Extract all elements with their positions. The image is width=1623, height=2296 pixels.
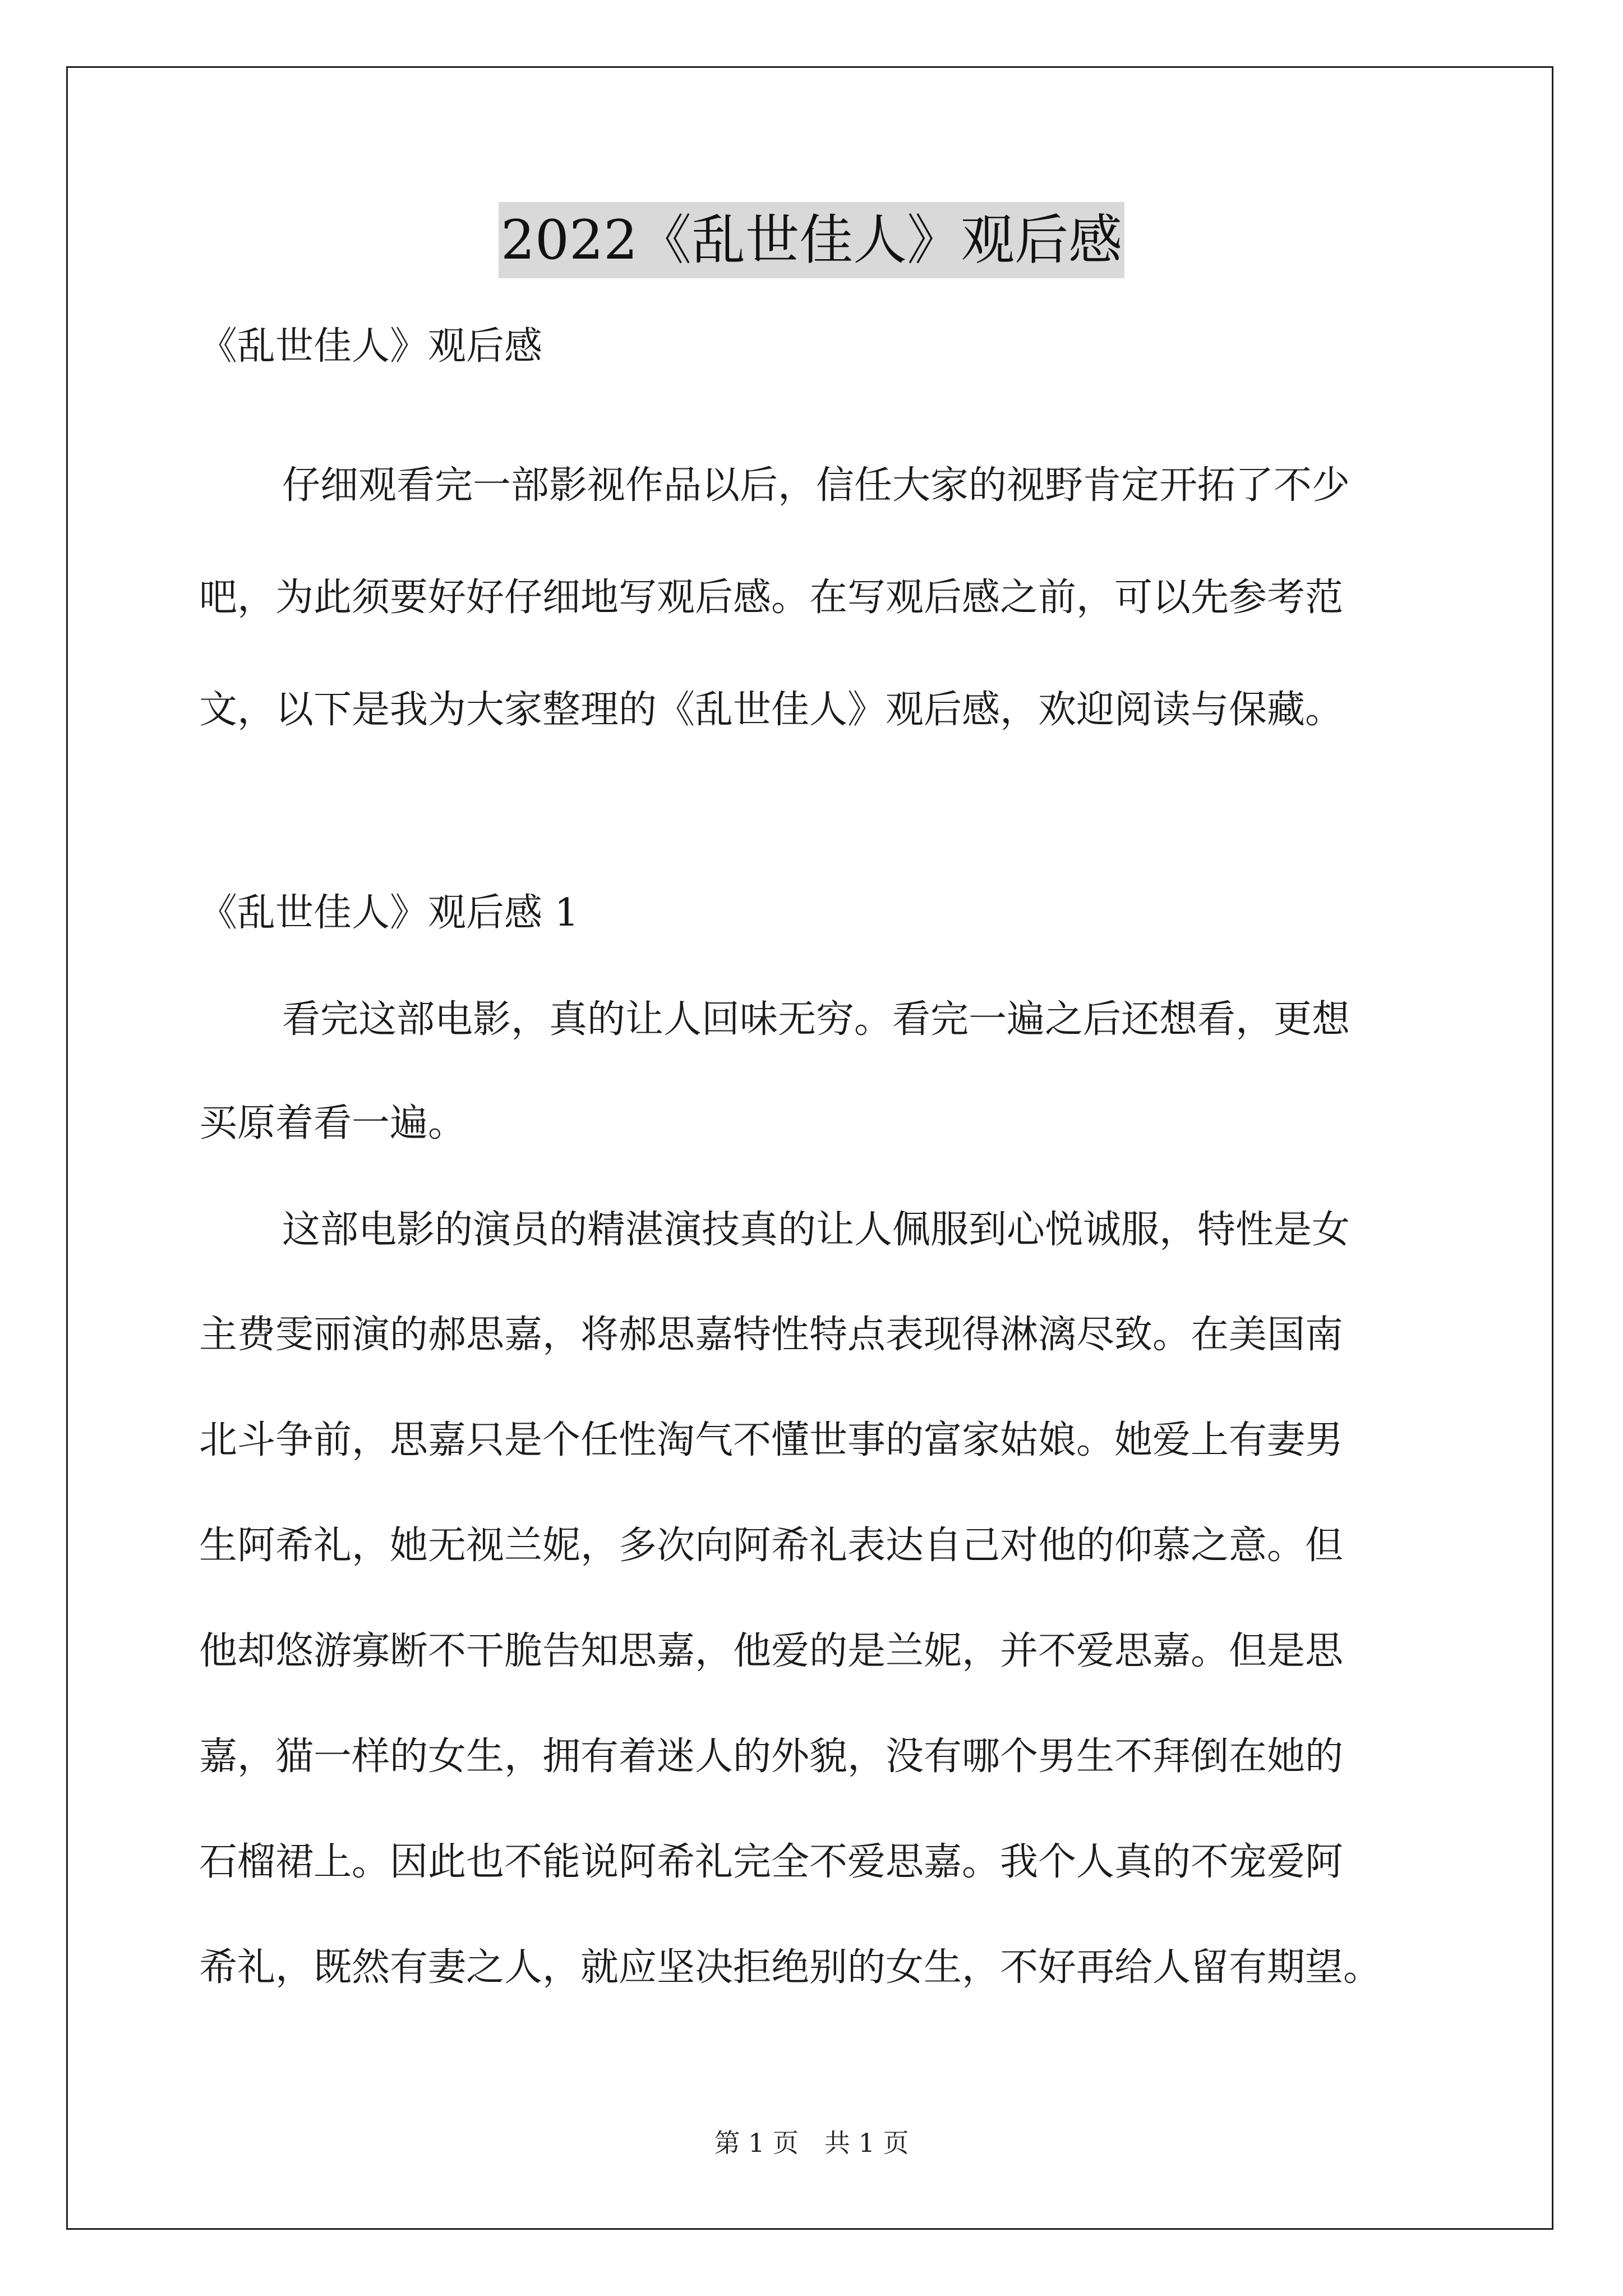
document-title: 2022《乱世佳人》观后感: [499, 202, 1124, 278]
paragraph-line: 嘉，猫一样的女生，拥有着迷人的外貌，没有哪个男生不拜倒在她的: [199, 1734, 1344, 1779]
paragraph-line: 买原着看一遍。: [199, 1101, 467, 1145]
paragraph-line: 主费雯丽演的郝思嘉，将郝思嘉特性特点表现得淋漓尽致。在美国南: [199, 1313, 1344, 1357]
paragraph-line: 希礼，既然有妻之人，就应坚决拒绝别的女生，不好再给人留有期望。: [199, 1945, 1382, 1990]
paragraph-line: 北斗争前，思嘉只是个任性淘气不懂世事的富家姑娘。她爱上有妻男: [199, 1418, 1344, 1462]
page-total: 共 1 页: [824, 2128, 909, 2158]
section-heading: 《乱世佳人》观后感: [199, 324, 543, 369]
paragraph-line: 文，以下是我为大家整理的《乱世佳人》观后感，欢迎阅读与保藏。: [199, 688, 1344, 732]
paragraph-line: 这部电影的演员的精湛演技真的让人佩服到心悦诚服，特性是女: [282, 1208, 1350, 1252]
paragraph-line: 仔细观看完一部影视作品以后，信任大家的视野肯定开拓了不少: [282, 463, 1350, 508]
paragraph-line: 石榴裙上。因此也不能说阿希礼完全不爱思嘉。我个人真的不宠爱阿: [199, 1840, 1344, 1884]
paragraph-line: 生阿希礼，她无视兰妮，多次向阿希礼表达自己对他的仰慕之意。但: [199, 1524, 1344, 1568]
page-number: 第 1 页: [714, 2128, 799, 2158]
section-heading: 《乱世佳人》观后感 1: [199, 891, 579, 935]
paragraph-line: 看完这部电影，真的让人回味无穷。看完一遍之后还想看，更想: [282, 997, 1350, 1042]
paragraph-line: 他却悠游寡断不干脆告知思嘉，他爱的是兰妮，并不爱思嘉。但是思: [199, 1629, 1344, 1673]
title-container: [0, 202, 1623, 278]
page-footer: [0, 2126, 1623, 2160]
paragraph-line: 吧，为此须要好好仔细地写观后感。在写观后感之前，可以先参考范: [199, 576, 1344, 620]
